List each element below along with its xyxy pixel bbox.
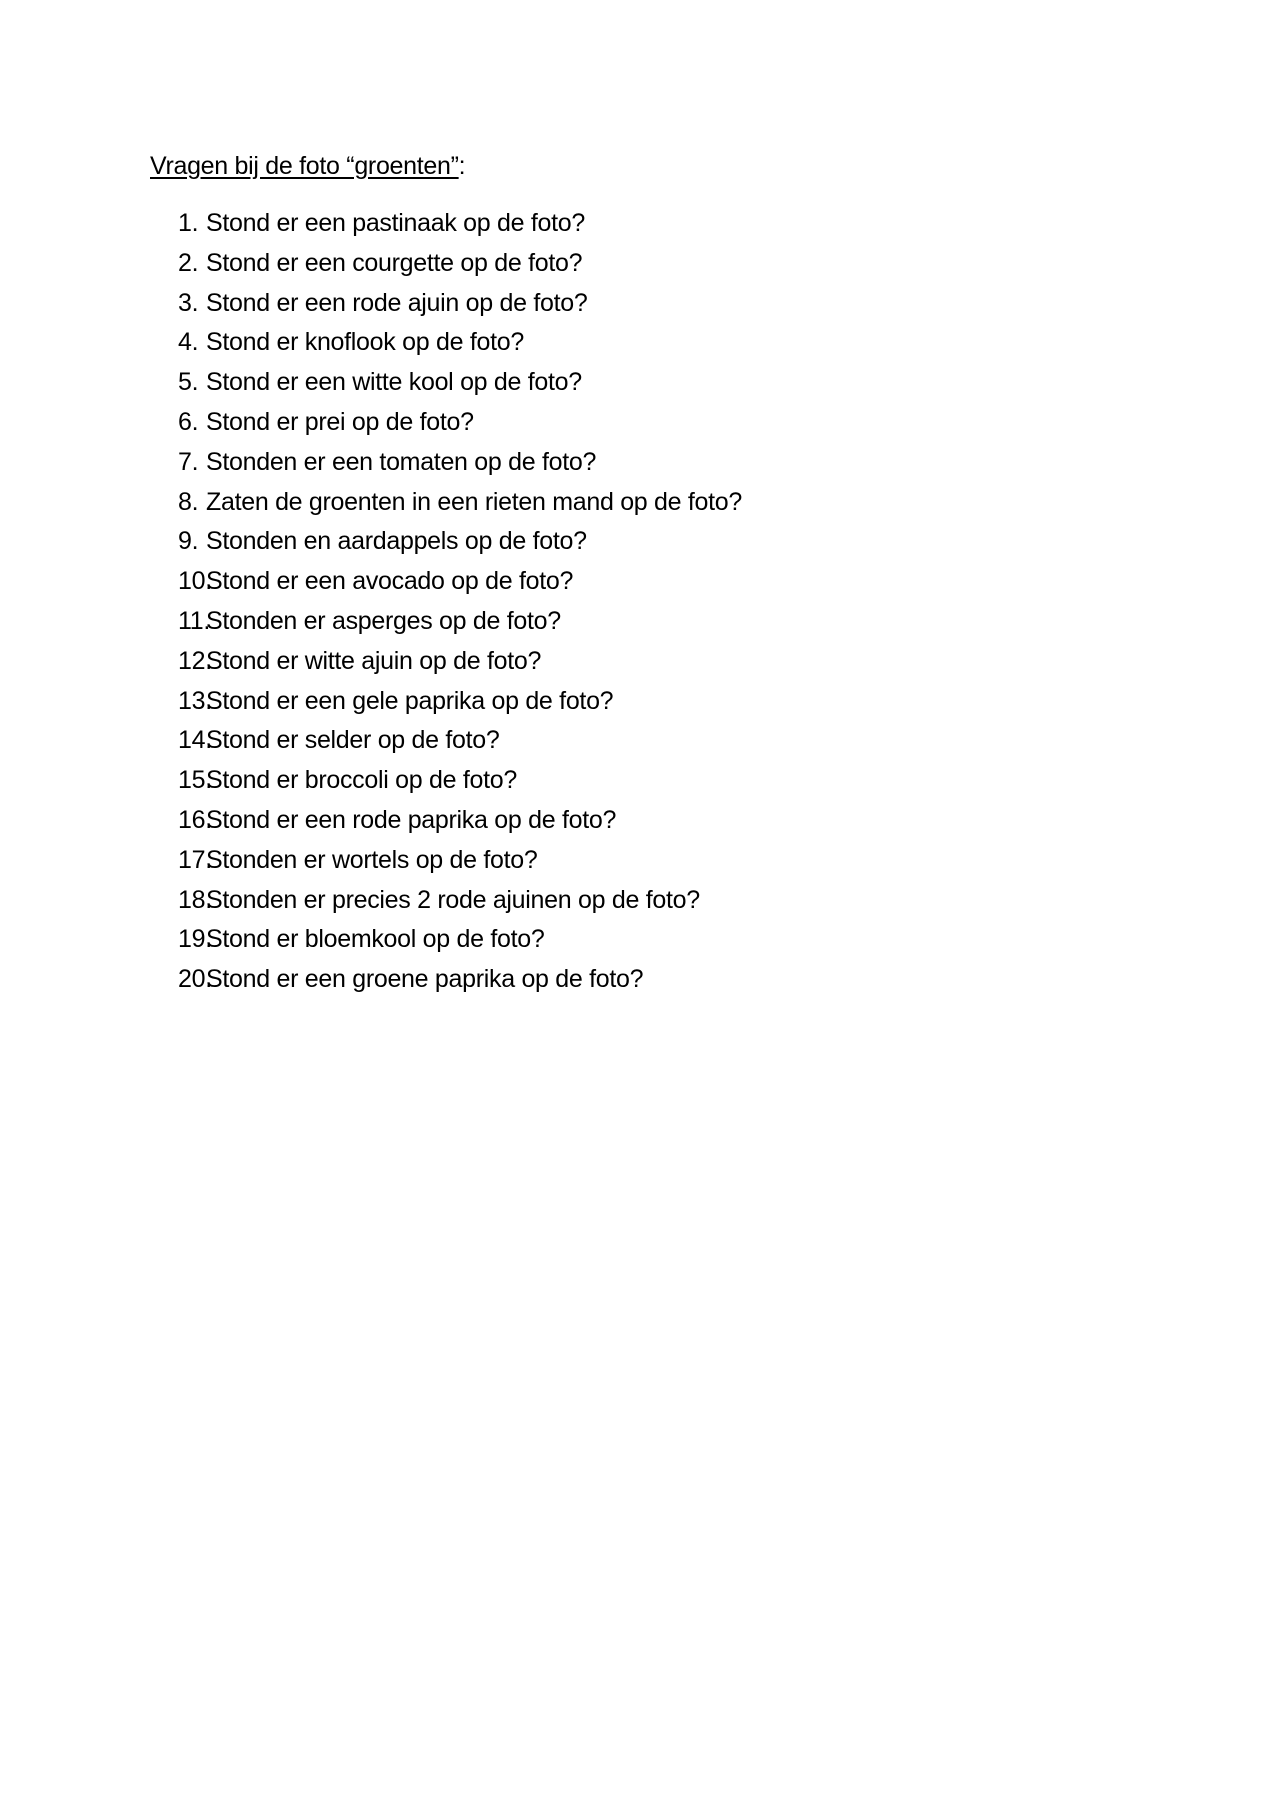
question-text: Stond er een rode ajuin op de foto? <box>206 288 588 317</box>
question-text: Stond er knoflook op de foto? <box>206 328 524 357</box>
question-number: 6. <box>178 407 199 436</box>
question-number: 7. <box>178 447 199 476</box>
question-text: Stond er een witte kool op de foto? <box>206 368 582 397</box>
question-number: 12. <box>178 646 212 675</box>
question-text: Stond er een groene paprika op de foto? <box>206 965 644 994</box>
heading-colon: : <box>458 152 466 180</box>
question-number: 1. <box>178 209 199 237</box>
question-number: 11. <box>178 606 210 635</box>
question-number: 16. <box>178 805 212 834</box>
question-number: 15. <box>178 766 212 795</box>
question-number: 9. <box>178 527 199 556</box>
question-text: Stonden en aardappels op de foto? <box>206 527 587 556</box>
question-number: 10. <box>178 567 212 596</box>
question-text: Stond er een pastinaak op de foto? <box>206 209 585 237</box>
question-text: Stond er witte ajuin op de foto? <box>206 646 542 675</box>
question-text: Stonden er wortels op de foto? <box>206 845 538 874</box>
question-number: 3. <box>178 288 199 317</box>
question-number: 17. <box>178 845 212 874</box>
question-text: Stonden er precies 2 rode ajuinen op de foto? <box>206 885 700 914</box>
question-text: Zaten de groenten in een rieten mand op de foto? <box>206 487 743 516</box>
question-text: Stond er een avocado op de foto? <box>206 567 574 596</box>
question-number: 13. <box>178 686 212 715</box>
question-text: Stond er selder op de foto? <box>206 726 500 755</box>
question-number: 19. <box>178 925 212 954</box>
question-text: Stond er prei op de foto? <box>206 407 474 436</box>
question-text: Stond er broccoli op de foto? <box>206 766 517 795</box>
question-number: 8. <box>178 487 199 516</box>
document-heading <box>150 150 465 182</box>
question-text: Stond er een rode paprika op de foto? <box>206 805 617 834</box>
question-number: 5. <box>178 368 199 397</box>
question-number: 18. <box>178 885 212 914</box>
question-text: Stond er bloemkool op de foto? <box>206 925 545 954</box>
question-text: Stond er een gele paprika op de foto? <box>206 686 614 715</box>
heading-text: Vragen bij de foto “groenten” <box>150 152 459 180</box>
question-number: 14. <box>178 726 212 755</box>
question-number: 2. <box>178 248 199 277</box>
question-text: Stonden er asperges op de foto? <box>206 606 561 635</box>
question-text: Stonden er een tomaten op de foto? <box>206 447 597 476</box>
question-number: 4. <box>178 328 199 357</box>
question-number: 20. <box>178 965 212 994</box>
question-text: Stond er een courgette op de foto? <box>206 248 583 277</box>
